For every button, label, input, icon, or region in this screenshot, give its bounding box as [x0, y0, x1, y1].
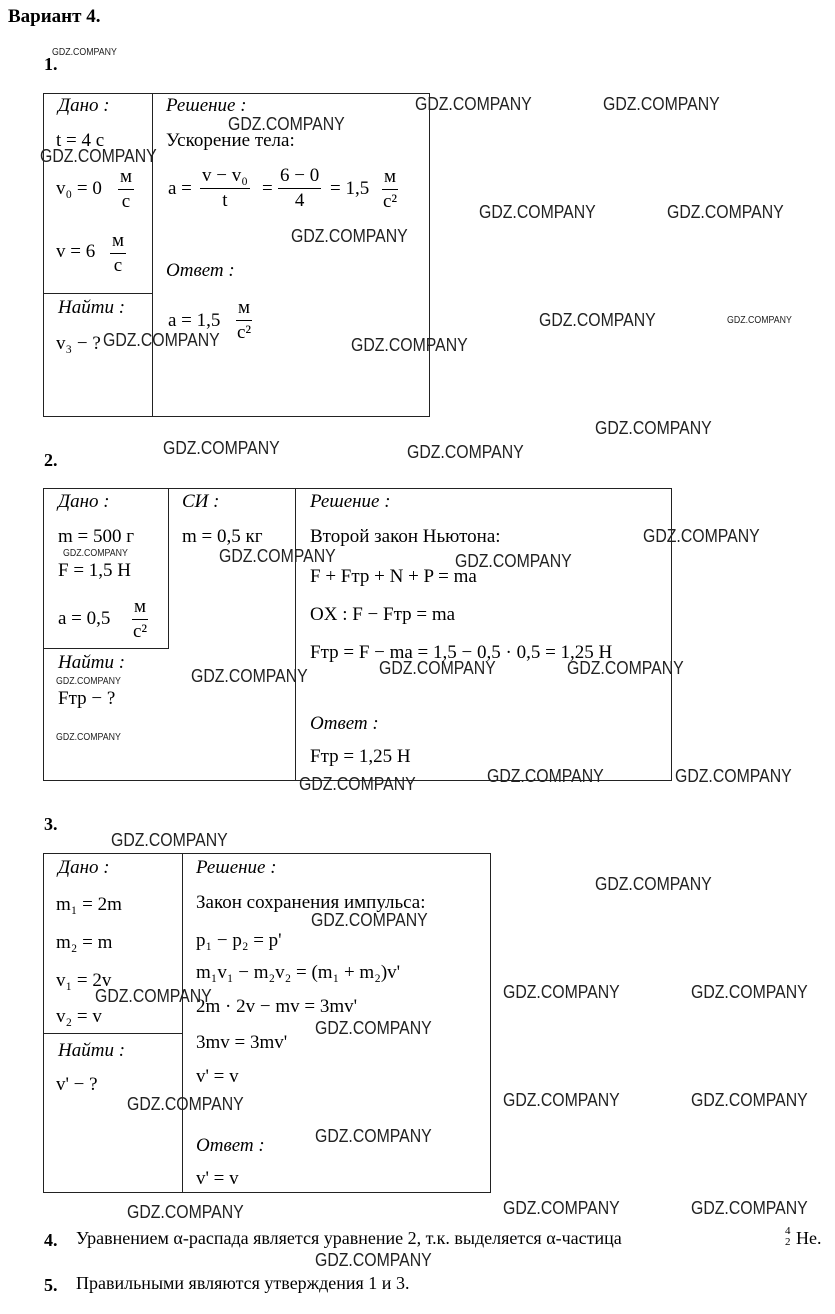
task3-given-m1: m₁ = 2m: [56, 894, 122, 915]
watermark: GDZ.COMPANY: [95, 986, 212, 1006]
task2-eq3: Fтр = F − ma = 1,5 − 0,5 · 0,5 = 1,25 Н: [310, 642, 613, 663]
task1-divider-h: [43, 293, 153, 294]
task2-unit-a: м с²: [132, 596, 148, 642]
task2-si-label: СИ :: [182, 491, 220, 512]
watermark: GDZ.COMPANY: [127, 1202, 244, 1222]
task1-unit-v: м с: [112, 230, 125, 276]
task2-solution-heading: Второй закон Ньютона:: [310, 526, 501, 547]
watermark: GDZ.COMPANY: [567, 658, 684, 678]
watermark: GDZ.COMPANY: [56, 676, 121, 687]
watermark: GDZ.COMPANY: [479, 202, 596, 222]
task1-divider: [152, 93, 153, 416]
task1-find-label: Найти :: [58, 297, 126, 318]
task1-formula-unit: м с²: [382, 166, 398, 212]
task3-given-label: Дано :: [58, 857, 110, 878]
task1-given-t: t = 4 с: [56, 130, 105, 151]
task3-answer: v' = v: [196, 1168, 239, 1189]
task2-eq1: F + Fтр + N + P = ma: [310, 566, 477, 587]
watermark: GDZ.COMPANY: [103, 330, 220, 350]
watermark: GDZ.COMPANY: [415, 94, 532, 114]
watermark: GDZ.COMPANY: [407, 442, 524, 462]
task2-number: 2.: [44, 450, 58, 470]
task4-charge-number: 2: [785, 1236, 791, 1248]
task1-solution-heading: Ускорение тела:: [166, 130, 295, 151]
watermark: GDZ.COMPANY: [487, 766, 604, 786]
watermark: GDZ.COMPANY: [52, 47, 117, 58]
task2-find: Fтр − ?: [58, 688, 116, 709]
watermark: GDZ.COMPANY: [111, 830, 228, 850]
task2-answer: Fтр = 1,25 Н: [310, 746, 411, 767]
task3-line-5: v' = v: [196, 1066, 239, 1087]
task3-divider-h: [43, 1033, 183, 1034]
watermark: GDZ.COMPANY: [455, 551, 572, 571]
task1-formula-frac2: $\frac{6 - 0}{4}$: [280, 165, 320, 211]
task3-line-3: 2m · 2v − mv = 3mv': [196, 996, 358, 1017]
watermark: GDZ.COMPANY: [219, 546, 336, 566]
task1-solution-label: Решение :: [166, 95, 247, 116]
watermark: GDZ.COMPANY: [595, 418, 712, 438]
task4-mass-number: 4: [785, 1225, 791, 1237]
task4-isotope-numbers: [785, 1226, 791, 1248]
watermark: GDZ.COMPANY: [595, 874, 712, 894]
task1-number: 1.: [44, 54, 58, 74]
watermark: GDZ.COMPANY: [63, 548, 128, 559]
task5-number: 5.: [44, 1275, 58, 1295]
task2-given-a: a = 0,5: [58, 608, 111, 629]
task4-isotope: He.: [796, 1228, 822, 1248]
watermark: GDZ.COMPANY: [40, 146, 157, 166]
task3-answer-label: Ответ :: [196, 1135, 265, 1156]
page-title: Вариант 4.: [8, 6, 101, 27]
task2-si-m: m = 0,5 кг: [182, 526, 263, 547]
task1-formula-frac1: $\frac{\text{v − v₀}}{t}$: [202, 165, 248, 211]
task1-answer: a = 1,5: [168, 310, 221, 331]
watermark: GDZ.COMPANY: [503, 982, 620, 1002]
task2-divider-si: [295, 488, 296, 780]
task2-given-label: Дано :: [58, 491, 110, 512]
watermark: GDZ.COMPANY: [291, 226, 408, 246]
task4-text: Уравнением α-распада является уравнение 2, т.к. выделяется α-частица: [76, 1228, 622, 1248]
task2-solution-label: Решение :: [310, 491, 391, 512]
watermark: GDZ.COMPANY: [228, 114, 345, 134]
task3-divider: [182, 853, 183, 1192]
watermark: GDZ.COMPANY: [675, 766, 792, 786]
task3-find-label: Найти :: [58, 1040, 126, 1061]
watermark: GDZ.COMPANY: [351, 335, 468, 355]
task2-given-F: F = 1,5 Н: [58, 560, 132, 581]
task5-text: Правильными являются утверждения 1 и 3.: [76, 1273, 410, 1293]
task1-given-v: v = 6: [56, 241, 96, 262]
task3-number: 3.: [44, 814, 58, 834]
watermark: GDZ.COMPANY: [539, 310, 656, 330]
task2-find-label: Найти :: [58, 652, 126, 673]
task2-divider-h: [43, 648, 169, 649]
watermark: GDZ.COMPANY: [503, 1198, 620, 1218]
watermark: GDZ.COMPANY: [667, 202, 784, 222]
watermark: GDZ.COMPANY: [603, 94, 720, 114]
task3-find: v' − ?: [56, 1074, 98, 1095]
watermark: GDZ.COMPANY: [691, 1090, 808, 1110]
task2-given-m: m = 500 г: [58, 526, 135, 547]
watermark: GDZ.COMPANY: [163, 438, 280, 458]
watermark: GDZ.COMPANY: [315, 1018, 432, 1038]
watermark: GDZ.COMPANY: [191, 666, 308, 686]
watermark: GDZ.COMPANY: [315, 1250, 432, 1270]
task2-eq2: OX : F − Fтр = ma: [310, 604, 456, 625]
task1-formula-left: a =: [168, 178, 192, 199]
watermark: GDZ.COMPANY: [299, 774, 416, 794]
watermark: GDZ.COMPANY: [311, 910, 428, 930]
task3-line-1: p₁ − p₂ = p': [196, 930, 282, 951]
watermark: GDZ.COMPANY: [315, 1126, 432, 1146]
watermark: GDZ.COMPANY: [56, 732, 121, 743]
task1-given-label: Дано :: [58, 95, 110, 116]
watermark: GDZ.COMPANY: [379, 658, 496, 678]
task3-solution-label: Решение :: [196, 857, 277, 878]
task1-find: v₃ − ?: [56, 333, 101, 354]
task2-answer-label: Ответ :: [310, 713, 379, 734]
task1-given-v0: v₀ = 0: [56, 178, 102, 199]
task4-number: 4.: [44, 1230, 58, 1250]
task3-line-2: m₁v₁ − m₂v₂ = (m₁ + m₂)v': [196, 962, 401, 983]
task3-given-v1: v₁ = 2v: [56, 970, 112, 991]
watermark: GDZ.COMPANY: [691, 1198, 808, 1218]
task3-given-v2: v₂ = v: [56, 1006, 102, 1027]
watermark: GDZ.COMPANY: [127, 1094, 244, 1114]
task1-unit-v0: м с: [120, 166, 133, 212]
watermark: GDZ.COMPANY: [643, 526, 760, 546]
task3-solution-heading: Закон сохранения импульса:: [196, 892, 426, 913]
task1-formula-result: = 1,5: [330, 178, 370, 199]
task1-answer-label: Ответ :: [166, 260, 235, 281]
task3-given-m2: m₂ = m: [56, 932, 113, 953]
watermark: GDZ.COMPANY: [503, 1090, 620, 1110]
watermark: GDZ.COMPANY: [727, 315, 792, 326]
task2-divider-given: [168, 488, 169, 648]
task1-answer-unit: м с²: [236, 297, 252, 343]
task3-line-4: 3mv = 3mv': [196, 1032, 288, 1053]
task1-formula-eq: =: [262, 178, 273, 199]
watermark: GDZ.COMPANY: [691, 982, 808, 1002]
